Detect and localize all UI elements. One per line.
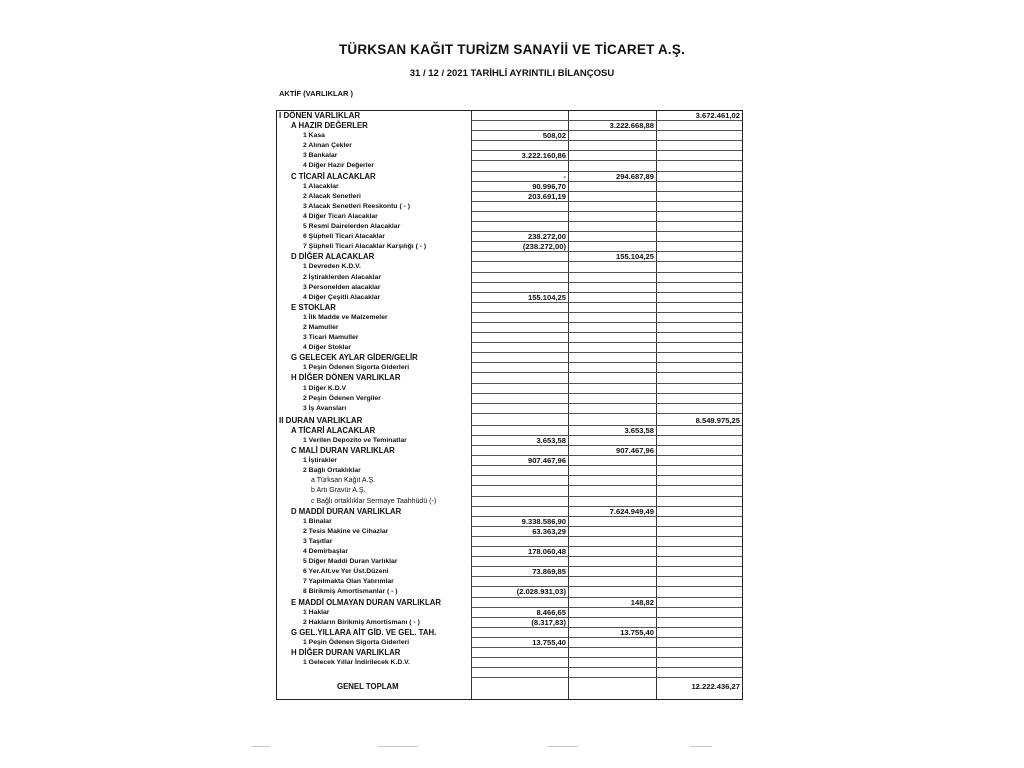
table-row bbox=[277, 648, 742, 658]
row-label: 8 Birikmiş Amortismanlar ( - ) bbox=[303, 588, 398, 596]
row-label: H DİĞER DÖNEN VARLIKLAR bbox=[291, 373, 401, 383]
row-label: 3 Ticari Mamuller bbox=[303, 334, 359, 342]
table-row bbox=[277, 658, 742, 668]
amount-detail: 13.755,40 bbox=[532, 637, 566, 647]
table-row bbox=[277, 456, 742, 466]
table-row bbox=[277, 121, 742, 131]
table-row bbox=[277, 363, 742, 373]
table-row bbox=[277, 567, 742, 577]
amount-detail: 90.996,70 bbox=[532, 181, 566, 191]
table-row bbox=[277, 527, 742, 537]
amount-group: 148,82 bbox=[630, 597, 654, 607]
table-row bbox=[277, 131, 742, 141]
row-label: 4 Demirbaşlar bbox=[303, 548, 348, 556]
table-row bbox=[277, 192, 742, 202]
row-label: H DİĞER DURAN VARLIKLAR bbox=[291, 647, 401, 657]
amount-group: 294.687,89 bbox=[615, 171, 654, 181]
table-row bbox=[277, 638, 742, 648]
amount-section: 3.672.461,02 bbox=[695, 111, 740, 120]
table-row bbox=[277, 618, 742, 628]
row-label: 7 Şüpheli Ticari Alacaklar Karşılığı ( - ) bbox=[303, 243, 427, 251]
row-label: b Artı Gravür A.Ş. bbox=[311, 487, 366, 495]
row-label: 4 Diğer Stoklar bbox=[303, 344, 351, 352]
row-label: 1 Alacaklar bbox=[303, 182, 339, 190]
scan-smudge bbox=[378, 746, 418, 747]
row-label: 1 Gelecek Yıllar İndirilecek K.D.V. bbox=[303, 659, 410, 667]
table-row bbox=[277, 668, 742, 678]
amount-detail: 238.272,00 bbox=[527, 232, 566, 242]
row-label: G GELECEK AYLAR GİDER/GELİR bbox=[291, 353, 418, 363]
table-row bbox=[277, 161, 742, 171]
row-label: 1 Diğer K.D.V bbox=[303, 384, 347, 392]
row-label: 2 İştiraklerden Alacaklar bbox=[303, 273, 381, 281]
row-label: 3 Alacak Senetleri Reeskontu ( - ) bbox=[303, 202, 411, 210]
amount-detail: (238.272,00) bbox=[522, 242, 566, 252]
table-row bbox=[277, 404, 742, 414]
table-row bbox=[277, 497, 742, 507]
row-label: GENEL TOPLAM bbox=[337, 682, 399, 692]
row-label: 2 Alınan Çekler bbox=[303, 142, 352, 150]
amount-detail: 73.869,85 bbox=[532, 567, 566, 577]
amount-detail: 8.466,65 bbox=[536, 607, 566, 617]
table-row bbox=[277, 283, 742, 293]
row-label: E STOKLAR bbox=[291, 302, 336, 312]
total-row bbox=[277, 682, 742, 692]
row-label: 1 Peşin Ödenen Sigorta Giderleri bbox=[303, 638, 410, 646]
row-label: 3 Bankalar bbox=[303, 152, 338, 160]
amount-detail: 178.060,48 bbox=[527, 547, 566, 557]
company-name: TÜRKSAN KAĞIT TURİZM SANAYİİ VE TİCARET A.Ş. bbox=[338, 42, 686, 57]
table-row bbox=[277, 537, 742, 547]
table-row bbox=[277, 608, 742, 618]
table-row bbox=[277, 273, 742, 283]
row-label: 2 Hakların Birikmiş Amortismanı ( - ) bbox=[303, 618, 420, 626]
row-label: 2 Peşin Ödenen Vergiler bbox=[303, 394, 381, 402]
row-label: 1 İlk Madde ve Malzemeler bbox=[303, 313, 388, 321]
amount-group: 907.467,96 bbox=[615, 446, 654, 456]
table-row bbox=[277, 416, 742, 426]
amount-detail: (8.317,83) bbox=[531, 617, 566, 627]
row-label: 4 Diğer Ticari Alacaklar bbox=[303, 212, 378, 220]
balance-sheet-table bbox=[276, 110, 743, 700]
row-label: D DİĞER ALACAKLAR bbox=[291, 252, 375, 262]
row-label: 6 Şüpheli Ticari Alacaklar bbox=[303, 233, 385, 241]
table-row bbox=[277, 547, 742, 557]
row-label: A TİCARİ ALACAKLAR bbox=[291, 425, 376, 435]
amount-detail: 203.691,19 bbox=[527, 191, 566, 201]
row-label: 3 Taşıtlar bbox=[303, 537, 333, 545]
amount-group: 7.624.949,49 bbox=[609, 506, 654, 516]
row-label: 1 Haklar bbox=[303, 608, 330, 616]
row-label: 2 Bağlı Ortaklıklar bbox=[303, 467, 361, 475]
row-label: c Bağlı ortaklıklar Sermaye Taahhüdü (-) bbox=[311, 497, 437, 505]
amount-detail: 155.104,25 bbox=[527, 292, 566, 302]
table-row bbox=[277, 172, 742, 182]
row-label: 1 Kasa bbox=[303, 132, 325, 140]
row-label: C TİCARİ ALACAKLAR bbox=[291, 171, 376, 181]
table-row bbox=[277, 394, 742, 404]
row-label: 4 Diğer Hazır Değerler bbox=[303, 162, 375, 170]
row-label: 6 Yer.Alt.ve Yer Üst.Düzeni bbox=[303, 568, 389, 576]
table-row bbox=[277, 557, 742, 567]
amount-detail: 3.653,58 bbox=[536, 436, 566, 445]
row-label: 1 Verilen Depozito ve Teminatlar bbox=[303, 437, 407, 444]
table-row bbox=[277, 353, 742, 363]
amount-detail: 3.222.160,86 bbox=[521, 151, 566, 161]
row-label: 1 Devreden K.D.V. bbox=[303, 263, 361, 271]
row-label: 4 Diğer Çeşitli Alacaklar bbox=[303, 293, 381, 301]
table-row bbox=[277, 222, 742, 232]
row-label: 2 Mamuller bbox=[303, 323, 339, 331]
amount-section: 8.549.975,25 bbox=[695, 415, 740, 425]
table-row bbox=[277, 343, 742, 353]
table-row bbox=[277, 293, 742, 303]
row-label: a Türksan Kağıt A.Ş. bbox=[311, 477, 376, 485]
table-row bbox=[277, 333, 742, 343]
row-label: C MALİ DURAN VARLIKLAR bbox=[291, 446, 395, 456]
table-row bbox=[277, 182, 742, 192]
table-row bbox=[277, 262, 742, 272]
table-rows bbox=[277, 111, 742, 692]
table-row bbox=[277, 517, 742, 527]
row-label: 2 Alacak Senetleri bbox=[303, 192, 361, 200]
table-row bbox=[277, 507, 742, 517]
row-label: 5 Resmi Dairelerden Alacaklar bbox=[303, 223, 401, 231]
table-row bbox=[277, 323, 742, 333]
amount-detail: 63.363,29 bbox=[532, 526, 566, 536]
row-label: 7 Yapılmakta Olan Yatırımlar bbox=[303, 578, 394, 586]
row-label: 1 İştirakler bbox=[303, 457, 338, 465]
table-row bbox=[277, 476, 742, 486]
row-label: E MADDİ OLMAYAN DURAN VARLIKLAR bbox=[291, 597, 442, 607]
row-label: 3 Personelden alacaklar bbox=[303, 283, 381, 291]
table-row bbox=[277, 242, 742, 252]
table-row bbox=[277, 141, 742, 151]
table-row bbox=[277, 151, 742, 161]
table-row bbox=[277, 628, 742, 638]
amount-section: 12.222.436,27 bbox=[691, 682, 740, 692]
scan-smudge bbox=[548, 746, 578, 747]
scan-smudge bbox=[690, 746, 712, 747]
amount-group: 155.104,25 bbox=[615, 252, 654, 262]
table-row bbox=[277, 252, 742, 262]
row-label: A HAZIR DEĞERLER bbox=[291, 121, 368, 131]
amount-detail: 508,02 bbox=[542, 131, 566, 141]
amount-detail: 9.338.586,90 bbox=[521, 516, 566, 526]
table-row bbox=[277, 577, 742, 587]
table-row bbox=[277, 212, 742, 222]
amount-detail: 907.467,96 bbox=[527, 456, 566, 466]
row-label: 5 Diğer Maddi Duran Varlıklar bbox=[303, 558, 398, 566]
table-row bbox=[277, 486, 742, 496]
document-title: 31 / 12 / 2021 TARİHLİ AYRINTILI BİLANÇOSU bbox=[409, 68, 615, 79]
table-row bbox=[277, 466, 742, 476]
amount-detail: - bbox=[563, 171, 566, 181]
amount-group: 3.222.668,88 bbox=[609, 121, 654, 131]
table-row bbox=[277, 598, 742, 608]
table-row bbox=[277, 587, 742, 597]
amount-group: 13.755,40 bbox=[620, 627, 654, 637]
table-row bbox=[277, 373, 742, 383]
table-row bbox=[277, 202, 742, 212]
table-row bbox=[277, 313, 742, 323]
row-label: 1 Peşin Ödenen Sigorta Giderleri bbox=[303, 364, 410, 372]
amount-group: 3.653,58 bbox=[624, 425, 654, 435]
table-row bbox=[277, 436, 742, 446]
row-label: 2 Tesis Makine ve Cihazlar bbox=[303, 527, 389, 535]
row-label: I DÖNEN VARLIKLAR bbox=[279, 111, 361, 120]
table-row bbox=[277, 446, 742, 456]
row-label: II DURAN VARLIKLAR bbox=[279, 415, 363, 425]
section-heading: AKTİF (VARLIKLAR ) bbox=[279, 89, 354, 98]
row-label: 3 İş Avansları bbox=[303, 404, 347, 412]
table-row bbox=[277, 426, 742, 436]
table-row bbox=[277, 232, 742, 242]
table-row bbox=[277, 303, 742, 313]
amount-detail: (2.028.931,03) bbox=[516, 587, 566, 597]
row-label: D MADDİ DURAN VARLIKLAR bbox=[291, 506, 402, 516]
table-row bbox=[277, 384, 742, 394]
table-row bbox=[277, 111, 742, 121]
row-label: G GEL.YILLARA AİT GİD. VE GEL. TAH. bbox=[291, 627, 437, 637]
row-label: 1 Binalar bbox=[303, 517, 332, 525]
scan-smudge bbox=[252, 746, 270, 747]
